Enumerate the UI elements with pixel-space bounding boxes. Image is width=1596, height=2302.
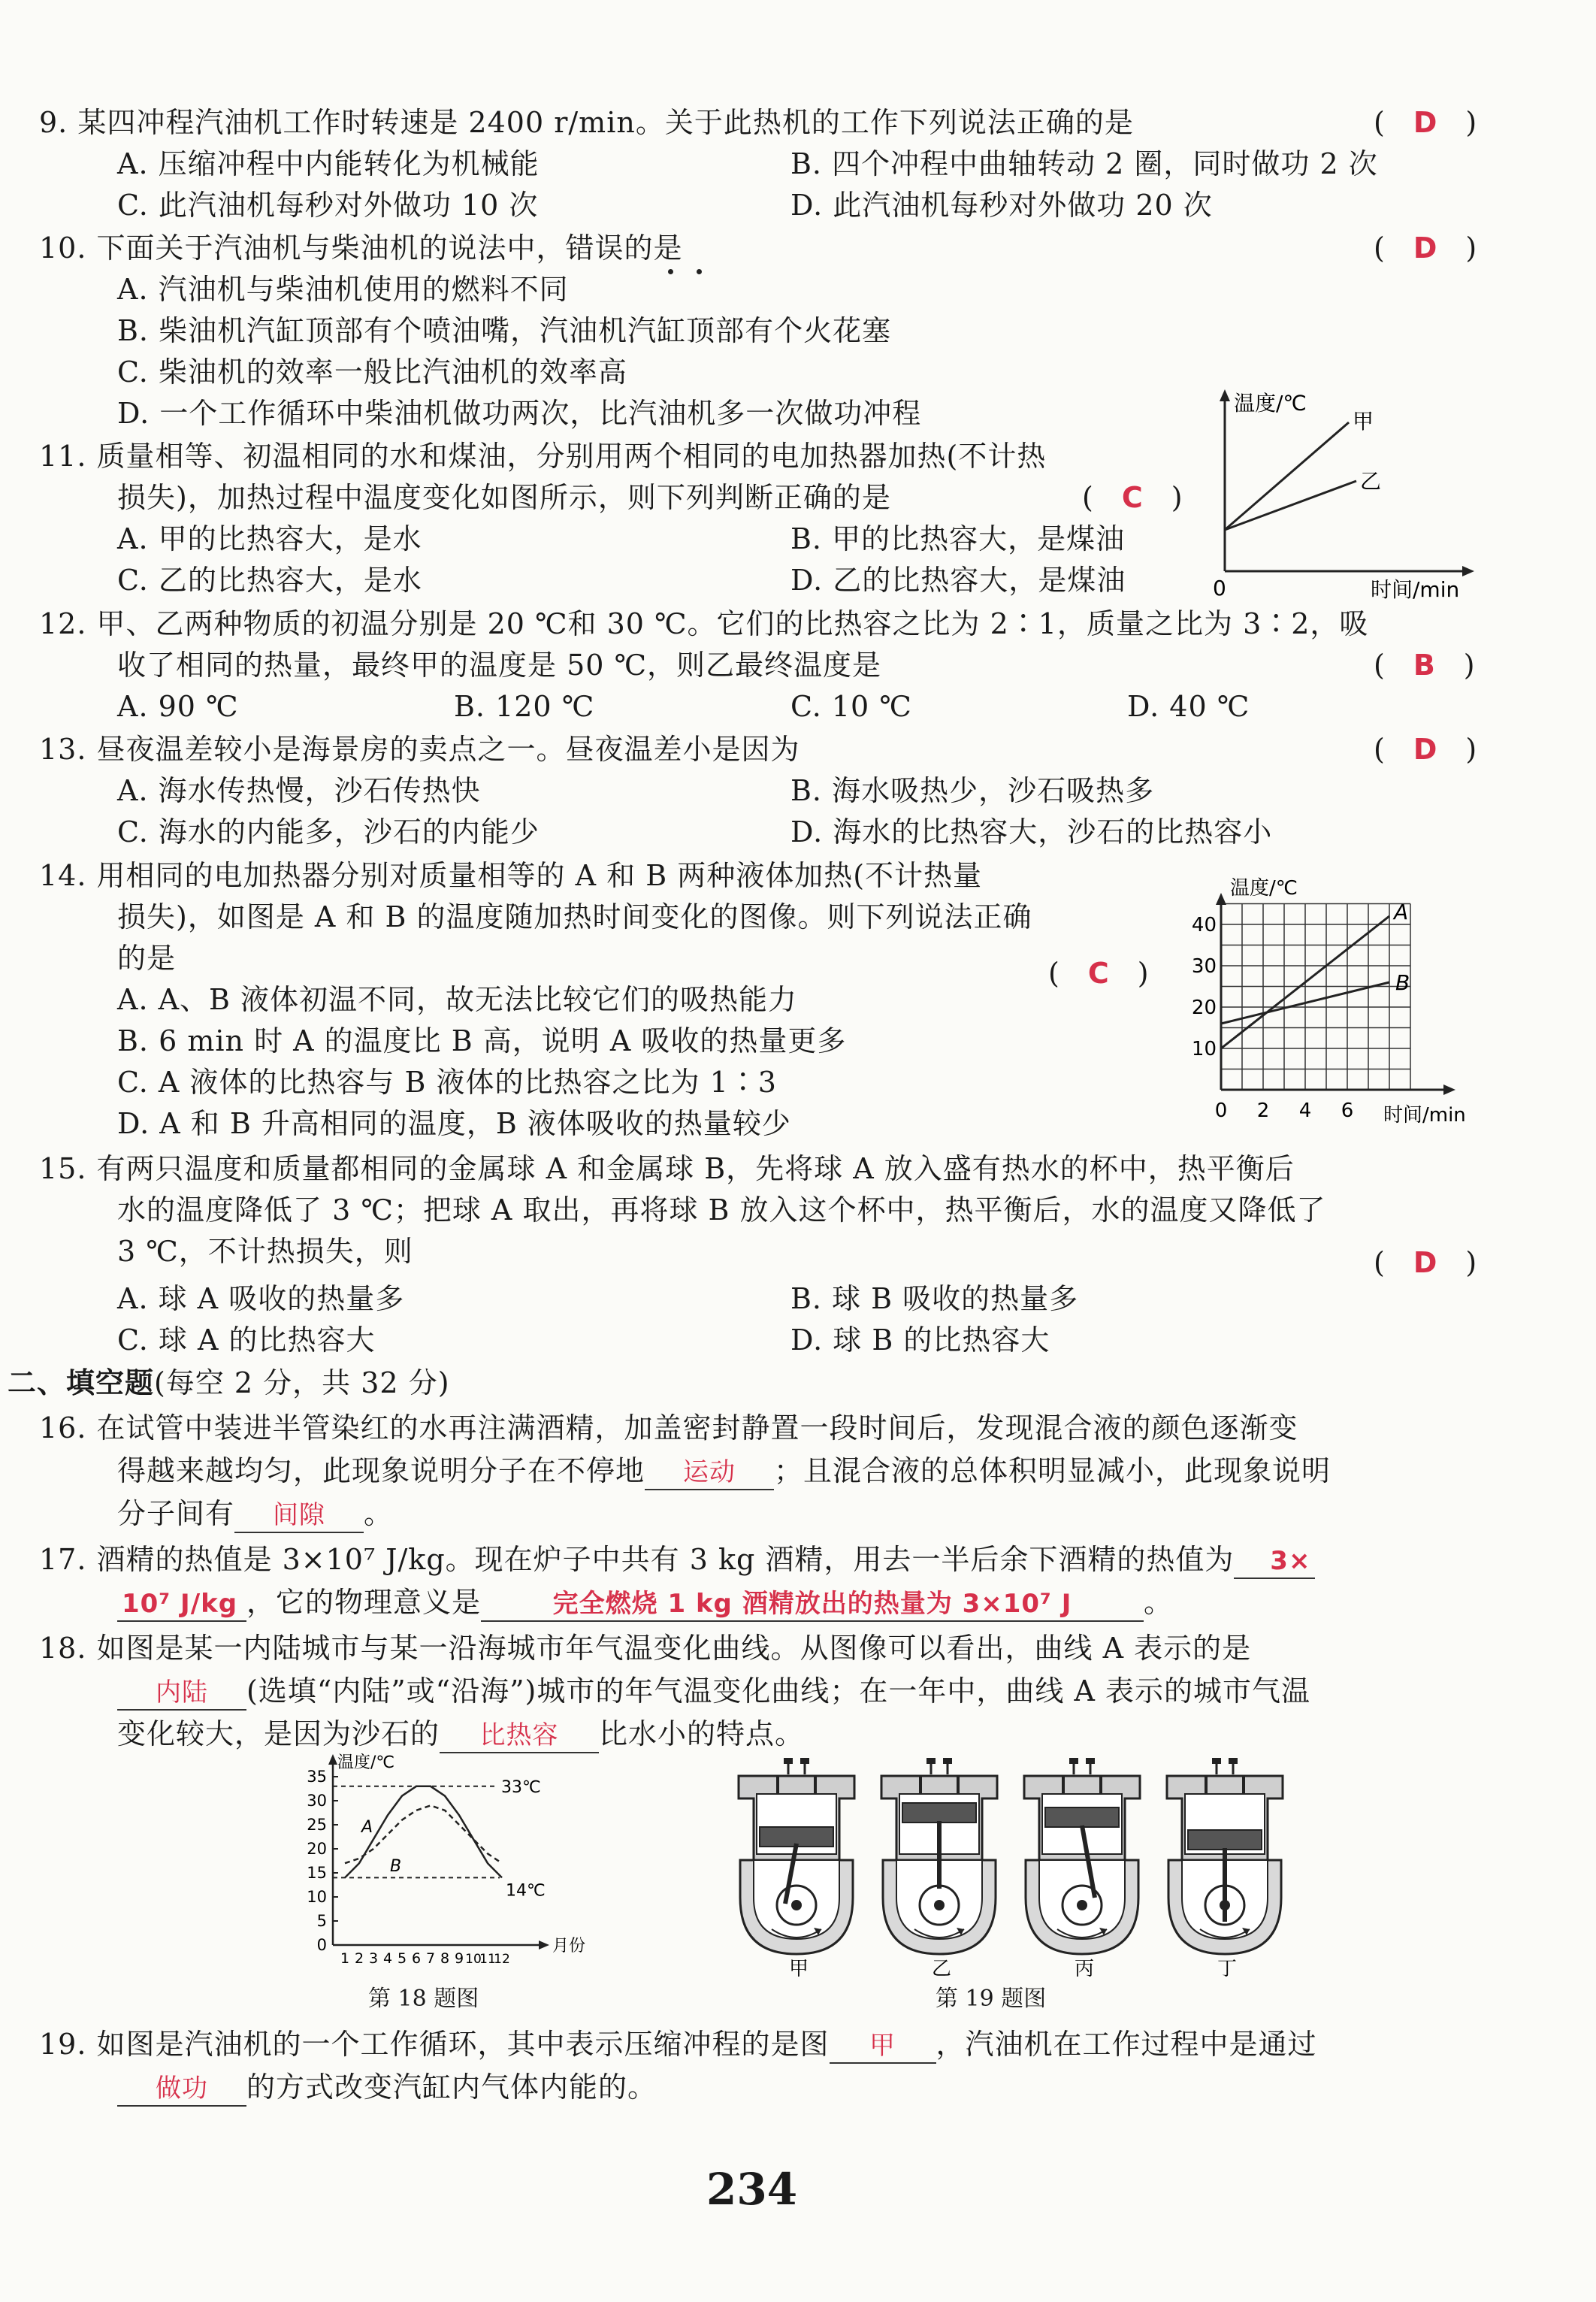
q17-blank-1a: 3× xyxy=(1234,1544,1315,1579)
q10-option-b: B. 柴油机汽缸顶部有个喷油嘴，汽油机汽缸顶部有个火花塞 xyxy=(117,314,892,347)
curve-b-label: B xyxy=(390,1857,402,1876)
q11-answer: C xyxy=(1121,481,1143,514)
min-temp-label: 14℃ xyxy=(506,1881,546,1901)
q11-option-a: A. 甲的比热容大，是水 xyxy=(117,522,422,555)
q17-line2-text-a: ，它的物理意义是 xyxy=(246,1586,482,1619)
x-axis-label: 时间/min xyxy=(1371,577,1460,601)
q16-line1: 16. 在试管中装进半管染红的水再注满酒精，加盖密封静置一段时间后，发现混合液的颜色逐渐变 xyxy=(39,1411,1298,1444)
q18-line3-text-a: 变化较大，是因为沙石的 xyxy=(117,1717,440,1750)
x-tick-label-11: 11 xyxy=(479,1952,496,1967)
y-tick-40: 40 xyxy=(1191,914,1217,936)
x-tick-label-5: 5 xyxy=(397,1950,407,1967)
x-tick-0: 0 xyxy=(1214,1100,1228,1122)
q19-line1-text-a: 19. 如图是汽油机的一个工作循环，其中表示压缩冲程的是图 xyxy=(39,2028,830,2061)
y-tick-10: 10 xyxy=(1191,1038,1217,1060)
x-tick-label-3: 3 xyxy=(368,1950,379,1967)
q19-line2 xyxy=(117,2068,657,2107)
q14-stem-line2: 损失)，如图是 A 和 B 的温度随加热时间变化的图像。则下列说法正确 xyxy=(117,900,1032,933)
y-axis-label: 温度/℃ xyxy=(337,1753,395,1772)
q18-line2-text: (选填“内陆”或“沿海”)城市的年气温变化曲线；在一年中，曲线 A 表示的城市气温 xyxy=(246,1674,1310,1708)
q17-line2 xyxy=(117,1584,1173,1622)
curve-a-label: A xyxy=(361,1818,373,1837)
q13-answer-paren: ( D ) xyxy=(1374,733,1477,766)
q12-option-b: B. 120 ℃ xyxy=(454,690,595,723)
q18-chart xyxy=(282,1751,597,1977)
q16-line2-text-b: ；且混合液的总体积明显减小，此现象说明 xyxy=(774,1454,1332,1487)
q11-option-c: C. 乙的比热容大，是水 xyxy=(117,564,422,597)
q16-line3-text-a: 分子间有 xyxy=(117,1497,235,1530)
q18-caption: 第 18 题图 xyxy=(368,1986,479,2012)
q16-line2-text-a: 得越来越均匀，此现象说明分子在不停地 xyxy=(117,1454,645,1487)
q13-answer: D xyxy=(1413,733,1437,766)
line-yi xyxy=(1225,481,1356,530)
x-tick-4: 4 xyxy=(1298,1100,1312,1122)
q19-engine-figure xyxy=(733,1755,1304,1977)
q9-answer-paren: ( D ) xyxy=(1374,106,1477,139)
y-tick-20: 20 xyxy=(1191,997,1217,1019)
q16-line3 xyxy=(117,1495,393,1533)
q11-answer-paren: ( C ) xyxy=(1082,481,1183,514)
engine-label-yi: 乙 xyxy=(932,1958,952,1977)
engine-ding xyxy=(1167,1758,1283,1977)
q18-line3 xyxy=(117,1715,804,1753)
q14-option-c: C. A 液体的比热容与 B 液体的比热容之比为 1∶3 xyxy=(117,1066,777,1099)
y-tick-label-0: 0 xyxy=(316,1936,327,1954)
q9-option-c: C. 此汽油机每秒对外做功 10 次 xyxy=(117,189,539,222)
x-axis-label: 时间/min xyxy=(1383,1104,1466,1127)
x-tick-label-7: 7 xyxy=(425,1950,436,1967)
q14-answer-paren: ( C ) xyxy=(1048,957,1149,990)
q11-stem-line2: 损失)，加热过程中温度变化如图所示，则下列判断正确的是 xyxy=(117,481,891,514)
q11-chart xyxy=(1202,383,1488,601)
x-axis-arrow xyxy=(539,1941,549,1950)
q17-line2-text-b: 。 xyxy=(1144,1586,1174,1619)
q9-answer: D xyxy=(1413,106,1437,139)
x-tick-label-1: 1 xyxy=(340,1950,350,1967)
q9-option-a: A. 压缩冲程中内能转化为机械能 xyxy=(117,147,540,180)
label-yi: 乙 xyxy=(1360,469,1382,494)
x-axis-arrow xyxy=(1462,566,1474,576)
q15-option-c: C. 球 A 的比热容大 xyxy=(117,1323,376,1357)
q14-stem-line3: 的是 xyxy=(117,942,177,975)
section-2-title: 二、填空题 xyxy=(8,1366,155,1399)
q15-option-a: A. 球 A 吸收的热量多 xyxy=(117,1282,405,1315)
origin-label: 0 xyxy=(1213,576,1226,600)
y-axis-label: 温度/℃ xyxy=(1230,877,1298,900)
q18-blank-1: 内陆 xyxy=(117,1676,246,1711)
q9-option-d: D. 此汽油机每秒对外做功 20 次 xyxy=(790,189,1213,222)
q14-option-a: A. A、B 液体初温不同，故无法比较它们的吸热能力 xyxy=(117,983,798,1016)
y-tick-label-30: 30 xyxy=(307,1792,327,1810)
q12-option-a: A. 90 ℃ xyxy=(117,690,239,723)
q10-stem: 10. 下面关于汽油机与柴油机的说法中，错误的是 xyxy=(39,231,683,265)
y-axis-arrow xyxy=(1216,893,1226,905)
q13-stem: 13. 昼夜温差较小是海景房的卖点之一。昼夜温差小是因为 xyxy=(39,733,800,766)
x-tick-label-10: 10 xyxy=(465,1952,482,1967)
q13-option-b: B. 海水吸热少，沙石吸热多 xyxy=(790,774,1155,807)
q11-option-d: D. 乙的比热容大，是煤油 xyxy=(790,564,1126,597)
page-number: 234 xyxy=(706,2164,798,2215)
emphasis-dot xyxy=(668,269,673,274)
x-tick-label-8: 8 xyxy=(440,1950,450,1967)
q14-answer: C xyxy=(1087,957,1109,990)
q15-answer: D xyxy=(1413,1246,1437,1279)
q18-line2 xyxy=(117,1672,1310,1711)
x-tick-label-12: 12 xyxy=(494,1952,510,1967)
section-2-note: (每空 2 分，共 32 分) xyxy=(154,1366,450,1399)
q15-answer-paren: ( D ) xyxy=(1374,1246,1477,1279)
grid xyxy=(1221,904,1410,1091)
engine-jia xyxy=(739,1758,854,1977)
q12-stem-line2: 收了相同的热量，最终甲的温度是 50 ℃，则乙最终温度是 xyxy=(117,649,882,682)
q15-option-b: B. 球 B 吸收的热量多 xyxy=(790,1282,1079,1315)
q17-blank-2: 完全燃烧 1 kg 酒精放出的热量为 3×10⁷ J xyxy=(481,1587,1144,1622)
q18-line3-text-b: 比水小的特点。 xyxy=(599,1717,805,1750)
x-tick-label-2: 2 xyxy=(354,1950,364,1967)
q15-stem-line3: 3 ℃，不计热损失，则 xyxy=(117,1235,413,1268)
q19-blank-2: 做功 xyxy=(117,2072,246,2107)
q15-stem-line2: 水的温度降低了 3 ℃；把球 A 取出，再将球 B 放入这个杯中，热平衡后，水的温度又降低了 xyxy=(117,1193,1326,1227)
y-tick-label-25: 25 xyxy=(307,1816,327,1834)
q19-line1 xyxy=(39,2025,1317,2064)
q19-line2-text: 的方式改变汽缸内气体内能的。 xyxy=(246,2071,657,2104)
y-tick-label-15: 15 xyxy=(307,1864,327,1882)
q16-blank-2: 间隙 xyxy=(234,1499,364,1533)
q12-option-d: D. 40 ℃ xyxy=(1127,690,1250,723)
q17-blank-1b: 10⁷ J/kg xyxy=(117,1587,246,1622)
engine-label-bing: 丙 xyxy=(1075,1958,1095,1977)
y-tick-label-10: 10 xyxy=(307,1888,327,1906)
q11-option-b: B. 甲的比热容大，是煤油 xyxy=(790,522,1126,555)
q16-line3-text-b: 。 xyxy=(364,1497,394,1530)
series-b-label: B xyxy=(1395,970,1410,995)
q18-blank-2: 比热容 xyxy=(440,1719,599,1753)
y-tick-30: 30 xyxy=(1191,955,1217,978)
emphasis-dot xyxy=(697,269,702,274)
q10-option-d: D. 一个工作循环中柴油机做功两次，比汽油机多一次做功冲程 xyxy=(117,397,922,430)
q16-blank-1: 运动 xyxy=(645,1456,774,1490)
q13-option-d: D. 海水的比热容大，沙石的比热容小 xyxy=(790,815,1273,849)
q12-answer: B xyxy=(1413,649,1435,682)
q12-option-c: C. 10 ℃ xyxy=(790,690,912,723)
q18-line1: 18. 如图是某一内陆城市与某一沿海城市年气温变化曲线。从图像可以看出，曲线 A 表示的是 xyxy=(39,1632,1252,1665)
y-axis-label: 温度/℃ xyxy=(1234,391,1307,416)
engine-label-jia: 甲 xyxy=(789,1958,809,1977)
engine-bing xyxy=(1024,1758,1140,1977)
q19-line1-text-b: ，汽油机在工作过程中是通过 xyxy=(936,2028,1317,2061)
section-2-header xyxy=(8,1364,450,1402)
x-tick-label-6: 6 xyxy=(411,1950,422,1967)
q10-option-a: A. 汽油机与柴油机使用的燃料不同 xyxy=(117,273,569,306)
y-tick-label-35: 35 xyxy=(307,1768,327,1786)
x-axis-arrow xyxy=(1443,1084,1455,1095)
engine-yi xyxy=(881,1758,997,1977)
engine-label-ding: 丁 xyxy=(1217,1958,1238,1977)
x-tick-2: 2 xyxy=(1256,1100,1270,1122)
label-jia: 甲 xyxy=(1353,409,1374,434)
x-axis-label: 月份 xyxy=(552,1937,586,1956)
q16-line2 xyxy=(117,1452,1331,1490)
q19-caption: 第 19 题图 xyxy=(936,1986,1047,2012)
y-tick-label-20: 20 xyxy=(307,1840,327,1858)
q10-answer-paren: ( D ) xyxy=(1374,231,1477,265)
q14-chart xyxy=(1191,864,1492,1131)
q10-answer: D xyxy=(1413,231,1437,265)
q9-option-b: B. 四个冲程中曲轴转动 2 圈，同时做功 2 次 xyxy=(790,147,1378,180)
y-axis-arrow xyxy=(1220,389,1230,401)
y-tick-label-5: 5 xyxy=(316,1912,327,1930)
x-tick-label-9: 9 xyxy=(454,1950,464,1967)
q17-line1 xyxy=(39,1541,1315,1579)
q14-option-b: B. 6 min 时 A 的温度比 B 高，说明 A 吸收的热量更多 xyxy=(117,1024,847,1057)
q10-option-c: C. 柴油机的效率一般比汽油机的效率高 xyxy=(117,355,627,389)
series-a-label: A xyxy=(1394,900,1409,924)
line-jia xyxy=(1225,422,1349,530)
q9-stem: 9. 某四冲程汽油机工作时转速是 2400 r/min。关于此热机的工作下列说法正确的是 xyxy=(39,106,1134,139)
q14-stem-line1: 14. 用相同的电加热器分别对质量相等的 A 和 B 两种液体加热(不计热量 xyxy=(39,859,983,892)
q15-option-d: D. 球 B 的比热容大 xyxy=(790,1323,1050,1357)
q19-blank-1: 甲 xyxy=(830,2029,936,2064)
q14-option-d: D. A 和 B 升高相同的温度，B 液体吸收的热量较少 xyxy=(117,1107,791,1140)
q15-stem-line1: 15. 有两只温度和质量都相同的金属球 A 和金属球 B，先将球 A 放入盛有热水的杯中，热平衡后 xyxy=(39,1152,1295,1185)
x-tick-6: 6 xyxy=(1341,1100,1354,1122)
q13-option-c: C. 海水的内能多，沙石的内能少 xyxy=(117,815,540,849)
max-temp-label: 33℃ xyxy=(501,1777,541,1797)
q12-answer-paren: ( B ) xyxy=(1374,649,1475,682)
q17-line1-text: 17. 酒精的热值是 3×10⁷ J/kg。现在炉子中共有 3 kg 酒精，用去一半后余下酒精的热值为 xyxy=(39,1543,1235,1576)
q13-option-a: A. 海水传热慢，沙石传热快 xyxy=(117,774,481,807)
q12-stem-line1: 12. 甲、乙两种物质的初温分别是 20 ℃和 30 ℃。它们的比热容之比为 2∶1，质量之比为 3∶2，吸 xyxy=(39,607,1369,640)
y-axis-arrow xyxy=(328,1754,337,1765)
q11-stem-line1: 11. 质量相等、初温相同的水和煤油，分别用两个相同的电加热器加热(不计热 xyxy=(39,440,1047,473)
x-tick-label-4: 4 xyxy=(382,1950,393,1967)
